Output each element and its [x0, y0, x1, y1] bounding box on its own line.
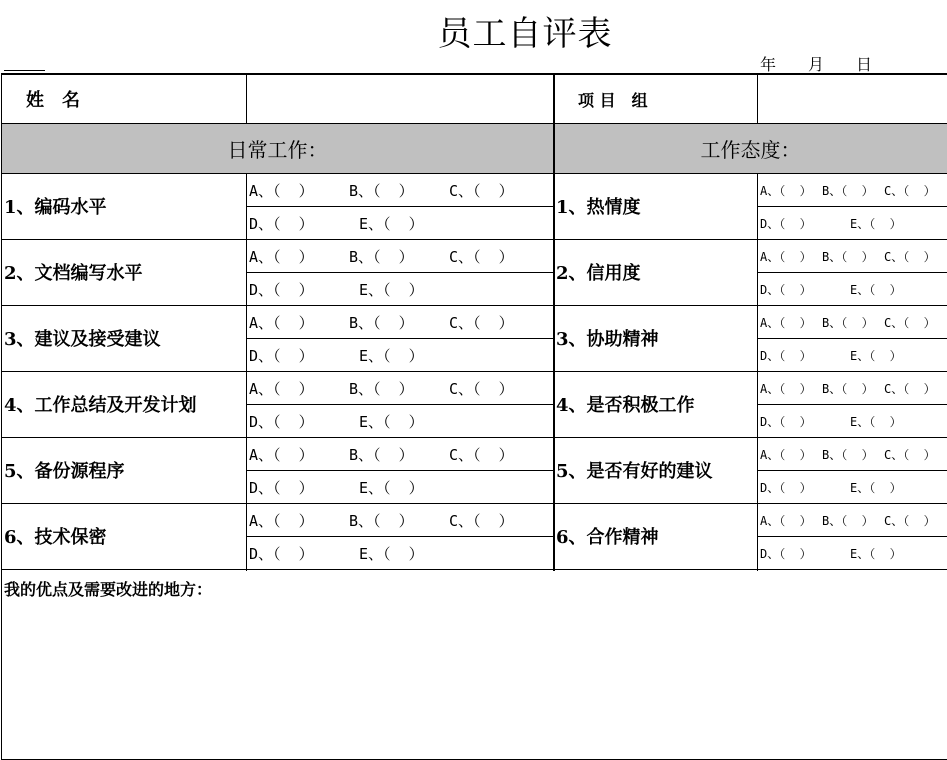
- option-top-1[interactable]: B、（ ）: [349, 181, 414, 200]
- option-top-2[interactable]: C、（ ）: [449, 181, 514, 200]
- option-group[interactable]: [249, 240, 549, 272]
- name-field[interactable]: [247, 75, 553, 123]
- option-top-2[interactable]: C、（ ）: [449, 445, 514, 464]
- attitude-item-label: 3、协助精神: [556, 329, 659, 350]
- option-group[interactable]: [249, 339, 549, 371]
- option-top-0[interactable]: A、（ ）: [249, 379, 314, 398]
- option-bottom-0[interactable]: D、（ ）: [760, 348, 812, 363]
- attitude-header: 工作态度：: [554, 123, 947, 173]
- option-top-2[interactable]: C、（ ）: [884, 513, 936, 528]
- grid-line: [553, 75, 555, 571]
- attitude-item-label: 4、是否积极工作: [556, 395, 695, 416]
- attitude-item-label: 6、合作精神: [556, 527, 659, 548]
- option-top-1[interactable]: B、（ ）: [822, 183, 874, 198]
- option-group[interactable]: [760, 471, 946, 503]
- option-group[interactable]: [760, 405, 946, 437]
- option-top-1[interactable]: B、（ ）: [349, 511, 414, 530]
- daily-item-label: 3、建议及接受建议: [4, 329, 161, 350]
- option-top-0[interactable]: A、（ ）: [249, 247, 314, 266]
- option-top-0[interactable]: A、（ ）: [249, 181, 314, 200]
- option-group[interactable]: [760, 504, 946, 536]
- option-top-0[interactable]: A、（ ）: [249, 445, 314, 464]
- option-top-2[interactable]: C、（ ）: [884, 183, 936, 198]
- option-bottom-0[interactable]: D、（ ）: [760, 546, 812, 561]
- daily-item-label: 2、文档编写水平: [4, 263, 143, 284]
- option-group[interactable]: [760, 207, 946, 239]
- option-top-1[interactable]: B、（ ）: [349, 247, 414, 266]
- self-evaluation-table: [1, 73, 947, 760]
- daily-work-header: 日常工作：: [2, 123, 553, 173]
- group-label: 项 目 组: [578, 90, 648, 110]
- comments-field[interactable]: [2, 605, 942, 755]
- grid-line: [2, 123, 947, 124]
- option-bottom-1[interactable]: E、（ ）: [850, 546, 902, 561]
- option-group[interactable]: [760, 273, 946, 305]
- option-top-1[interactable]: B、（ ）: [349, 313, 414, 332]
- option-top-2[interactable]: C、（ ）: [884, 249, 936, 264]
- option-bottom-1[interactable]: E、（ ）: [850, 480, 902, 495]
- option-group[interactable]: [249, 471, 549, 503]
- option-group[interactable]: [760, 438, 946, 470]
- option-top-0[interactable]: A、（ ）: [760, 447, 812, 462]
- option-group[interactable]: [760, 537, 946, 569]
- grid-line: [246, 75, 247, 123]
- option-top-2[interactable]: C、（ ）: [449, 247, 514, 266]
- option-group[interactable]: [249, 174, 549, 206]
- option-top-0[interactable]: A、（ ）: [249, 313, 314, 332]
- daily-item-label: 6、技术保密: [4, 527, 107, 548]
- option-top-1[interactable]: B、（ ）: [822, 447, 874, 462]
- option-group[interactable]: [760, 372, 946, 404]
- option-bottom-0[interactable]: D、（ ）: [760, 480, 812, 495]
- grid-line: [757, 75, 758, 123]
- option-bottom-0[interactable]: D、（ ）: [249, 478, 314, 497]
- option-bottom-0[interactable]: D、（ ）: [760, 216, 812, 231]
- option-bottom-1[interactable]: E、（ ）: [359, 214, 424, 233]
- option-top-1[interactable]: B、（ ）: [349, 379, 414, 398]
- group-field[interactable]: [758, 75, 947, 123]
- option-bottom-0[interactable]: D、（ ）: [249, 544, 314, 563]
- option-group[interactable]: [249, 405, 549, 437]
- daily-item-label: 5、备份源程序: [4, 461, 125, 482]
- option-top-0[interactable]: A、（ ）: [760, 183, 812, 198]
- attitude-item-label: 2、信用度: [556, 263, 641, 284]
- option-bottom-0[interactable]: D、（ ）: [249, 346, 314, 365]
- daily-item-label: 1、编码水平: [4, 197, 107, 218]
- option-top-0[interactable]: A、（ ）: [760, 315, 812, 330]
- option-top-0[interactable]: A、（ ）: [760, 249, 812, 264]
- option-top-2[interactable]: C、（ ）: [884, 381, 936, 396]
- option-bottom-0[interactable]: D、（ ）: [249, 412, 314, 431]
- option-bottom-1[interactable]: E、（ ）: [359, 346, 424, 365]
- row-divider: [2, 569, 947, 570]
- option-top-2[interactable]: C、（ ）: [884, 447, 936, 462]
- option-top-1[interactable]: B、（ ）: [822, 513, 874, 528]
- comments-label: 我的优点及需要改进的地方：: [4, 579, 213, 599]
- underline: [4, 70, 45, 71]
- option-top-1[interactable]: B、（ ）: [822, 249, 874, 264]
- attitude-item-label: 1、热情度: [556, 197, 641, 218]
- attitude-item-label: 5、是否有好的建议: [556, 461, 713, 482]
- grid-line: [246, 173, 247, 571]
- option-group[interactable]: [249, 273, 549, 305]
- option-group[interactable]: [760, 240, 946, 272]
- option-bottom-0[interactable]: D、（ ）: [760, 414, 812, 429]
- option-bottom-1[interactable]: E、（ ）: [359, 544, 424, 563]
- option-bottom-1[interactable]: E、（ ）: [850, 414, 902, 429]
- daily-item-label: 4、工作总结及开发计划: [4, 395, 197, 416]
- option-bottom-1[interactable]: E、（ ）: [359, 478, 424, 497]
- date-label: 年 月 日: [760, 55, 873, 74]
- option-top-0[interactable]: A、（ ）: [760, 381, 812, 396]
- form-title: 员工自评表: [437, 14, 613, 54]
- option-top-1[interactable]: B、（ ）: [822, 381, 874, 396]
- option-group[interactable]: [249, 372, 549, 404]
- option-top-0[interactable]: A、（ ）: [760, 513, 812, 528]
- option-top-2[interactable]: C、（ ）: [449, 379, 514, 398]
- option-bottom-1[interactable]: E、（ ）: [850, 282, 902, 297]
- option-bottom-1[interactable]: E、（ ）: [850, 216, 902, 231]
- option-bottom-0[interactable]: D、（ ）: [249, 280, 314, 299]
- option-bottom-1[interactable]: E、（ ）: [850, 348, 902, 363]
- option-group[interactable]: [760, 174, 946, 206]
- option-group[interactable]: [249, 537, 549, 569]
- name-label: 姓 名: [26, 90, 80, 111]
- option-group[interactable]: [249, 306, 549, 338]
- option-top-1[interactable]: B、（ ）: [349, 445, 414, 464]
- option-group[interactable]: [760, 306, 946, 338]
- option-group[interactable]: [249, 438, 549, 470]
- option-group[interactable]: [249, 504, 549, 536]
- grid-line: [757, 173, 758, 571]
- option-bottom-1[interactable]: E、（ ）: [359, 412, 424, 431]
- option-bottom-0[interactable]: D、（ ）: [249, 214, 314, 233]
- option-top-2[interactable]: C、（ ）: [884, 315, 936, 330]
- option-bottom-0[interactable]: D、（ ）: [760, 282, 812, 297]
- option-group[interactable]: [249, 207, 549, 239]
- option-group[interactable]: [760, 339, 946, 371]
- option-bottom-1[interactable]: E、（ ）: [359, 280, 424, 299]
- option-top-1[interactable]: B、（ ）: [822, 315, 874, 330]
- option-top-0[interactable]: A、（ ）: [249, 511, 314, 530]
- option-top-2[interactable]: C、（ ）: [449, 511, 514, 530]
- option-top-2[interactable]: C、（ ）: [449, 313, 514, 332]
